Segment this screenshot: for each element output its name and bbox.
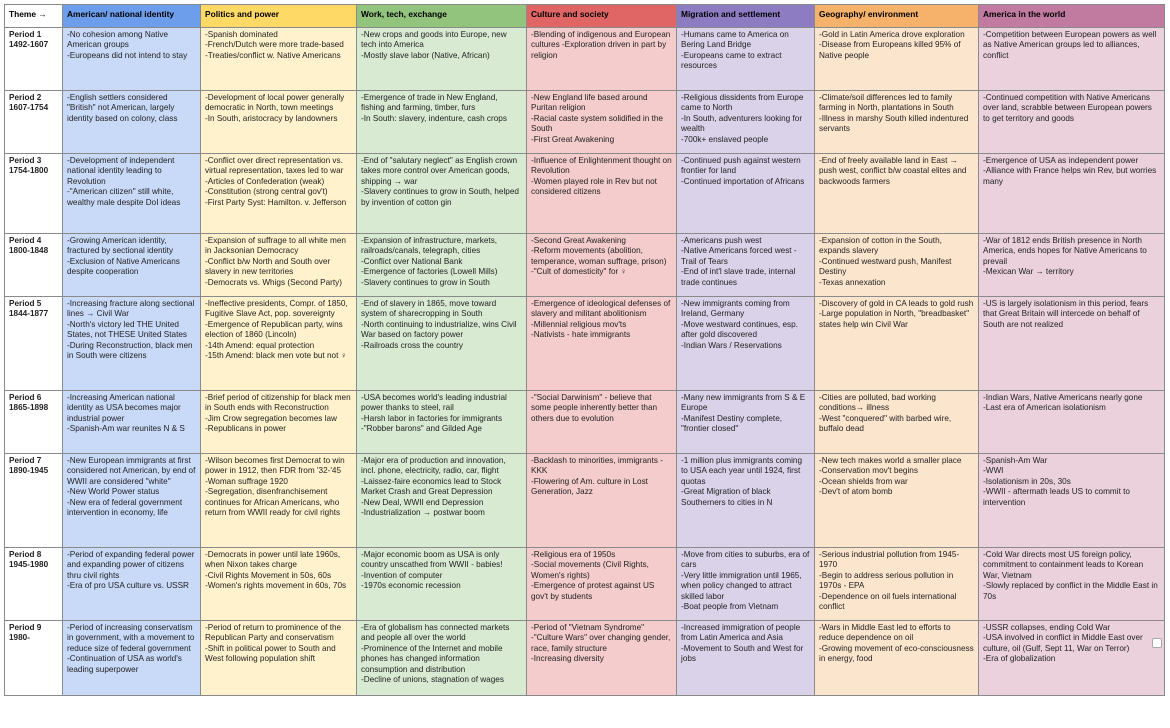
cell-identity[interactable]: -Period of increasing conservatism in government, with a movement to reduce size of federal government -Continuation of USA as world's leading superpower [63,621,201,696]
table-row [5,297,1165,391]
cell-world[interactable]: -USSR collapses, ending Cold War -USA involved in conflict in Middle East over culture, oil (Gulf, Sept 11, War on Terror) -Era of globalization [979,621,1165,696]
cell-migration[interactable]: -Move from cities to suburbs, era of cars -Very little immigration until 1965, when policy changed to attract skilled labor -Boat people from Vietnam [677,548,815,621]
cell-work[interactable]: -Major economic boom as USA is only country unscathed from WWII - babies! -Invention of computer -1970s economic recession [357,548,527,621]
cell-politics[interactable]: -Conflict over direct representation vs. virtual representation, taxes led to war -Articles of Confederation (weak) -Constitution (strong central gov't) -First Party Syst: Hamilton. v. Jefferson [201,154,357,234]
cell-world[interactable]: -US is largely isolationism in this period, fears that Great Britain will intercede on behalf of South are not realized [979,297,1165,391]
table-row [5,154,1165,234]
cell-work[interactable]: -End of "salutary neglect" as English crown takes more control over American goods, shipping → war -Slavery continues to grow in South, helped by invention of cotton gin [357,154,527,234]
cell-geography[interactable]: -Cities are polluted, bad working conditions→ illness -West "conquered" with barbed wire, buffalo dead [815,391,979,454]
cell-politics[interactable]: -Democrats in power until late 1960s, when Nixon takes charge -Civil Rights Movement in 50s, 60s -Women's rights movement in 60s, 70s [201,548,357,621]
cell-work[interactable]: -New crops and goods into Europe, new tech into America -Mostly slave labor (Native, African) [357,28,527,91]
cell-culture[interactable]: -Religious era of 1950s -Social movements (Civil Rights, Women's rights) -Emergence of protest against US gov't by students [527,548,677,621]
cell-culture[interactable]: -Emergence of ideological defenses of slavery and militant abolitionism -Millennial religious mov'ts -Nativists - hate immigrants [527,297,677,391]
resize-handle[interactable] [1152,638,1162,648]
cell-identity[interactable]: -Period of expanding federal power and expanding power of citizens thru civil rights -Era of pro USA culture vs. USSR [63,548,201,621]
cell-world[interactable]: -Emergence of USA as independent power -Alliance with France helps win Rev, but worries many [979,154,1165,234]
cell-politics[interactable]: -Spanish dominated -French/Dutch were more trade-based -Treaties/conflict w. Native Americans [201,28,357,91]
cell-politics[interactable]: -Expansion of suffrage to all white men in Jacksonian Democracy -Conflict b/w North and South over slavery in new territories -Democrats vs. Whigs (Second Party) [201,234,357,297]
cell-world[interactable]: -Continued competition with Native Americans over land, scrabble between European powers to get territory and goods [979,91,1165,154]
header-cell-politics[interactable]: Politics and power [201,5,357,28]
cell-politics[interactable]: -Ineffective presidents, Compr. of 1850, Fugitive Slave Act, pop. sovereignty -Emergence of Republican party, wins election of 1860 (Lincoln) -14th Amend: equal protection -15th Amend: black men vote but not ♀ [201,297,357,391]
cell-identity[interactable]: -Development of independent national identity leading to Revolution -"American citizen" still white, wealthy male despite DoI ideas [63,154,201,234]
cell-migration[interactable]: -Religious dissidents from Europe came to North -In South, adventurers looking for wealth -700k+ enslaved people [677,91,815,154]
cell-politics[interactable]: -Wilson becomes first Democrat to win power in 1912, then FDR from '32-'45 -Woman suffrage 1920 -Segregation, disenfranchisement continues for African Americans, who return from WWII ready for civil rights [201,454,357,548]
cell-identity[interactable]: -Increasing fracture along sectional lines → Civil War -North's victory led THE United States, not THESE United States -During Reconstruction, black men in South were citizens [63,297,201,391]
cell-geography[interactable]: -Wars in Middle East led to efforts to reduce dependence on oil -Growing movement of eco-consciousness in energy, food [815,621,979,696]
cell-geography[interactable]: -Climate/soil differences led to family farming in North, plantations in South -Illness in marshy South killed indentured servants [815,91,979,154]
cell-culture[interactable]: -Period of "Vietnam Syndrome" -"Culture Wars" over changing gender, race, family structure -Increasing diversity [527,621,677,696]
cell-world[interactable]: -War of 1812 ends British presence in North America, ends hopes for Native Americans to prevail -Mexican War → territory [979,234,1165,297]
cell-work[interactable]: -Emergence of trade in New England, fishing and farming, timber, furs -In South: slavery, indenture, cash crops [357,91,527,154]
cell-period[interactable]: Period 4 1800-1848 [5,234,63,297]
cell-period[interactable]: Period 5 1844-1877 [5,297,63,391]
cell-culture[interactable]: -Blending of indigenous and European cultures -Exploration driven in part by religion [527,28,677,91]
cell-period[interactable]: Period 8 1945-1980 [5,548,63,621]
table-row [5,454,1165,548]
themes-table [4,4,1165,696]
cell-politics[interactable]: -Brief period of citizenship for black men in South ends with Reconstruction -Jim Crow segregation becomes law -Republicans in power [201,391,357,454]
cell-world[interactable]: -Cold War directs most US foreign policy, commitment to containment leads to Korean War, Vietnam -Slowly replaced by conflict in the Middle East in 70s [979,548,1165,621]
cell-geography[interactable]: -New tech makes world a smaller place -Conservation mov't begins -Ocean shields from war -Dev't of atom bomb [815,454,979,548]
cell-migration[interactable]: -1 million plus immigrants coming to USA each year until 1924, first quotas -Great Migration of black Southerners to cities in N [677,454,815,548]
header-cell-culture[interactable]: Culture and society [527,5,677,28]
cell-period[interactable]: Period 3 1754-1800 [5,154,63,234]
cell-politics[interactable]: -Period of return to prominence of the Republican Party and conservatism -Shift in political power to South and West following population shift [201,621,357,696]
cell-world[interactable]: -Spanish-Am War -WWI -Isolationism in 20s, 30s -WWII - aftermath leads US to commit to intervention [979,454,1165,548]
table-row [5,548,1165,621]
cell-culture[interactable]: -New England life based around Puritan religion -Racial caste system solidified in the South -First Great Awakening [527,91,677,154]
cell-period[interactable]: Period 2 1607-1754 [5,91,63,154]
cell-identity[interactable]: -English settlers considered "British" not American, largely identity based on colony, class [63,91,201,154]
cell-work[interactable]: -USA becomes world's leading industrial power thanks to steel, rail -Harsh labor in factories for immigrants -"Robber barons" and Gilded Age [357,391,527,454]
cell-period[interactable]: Period 7 1890-1945 [5,454,63,548]
cell-politics[interactable]: -Development of local power generally democratic in North, town meetings -In South, aristocracy by landowners [201,91,357,154]
cell-migration[interactable]: -Humans came to America on Bering Land Bridge -Europeans came to extract resources [677,28,815,91]
table-row [5,391,1165,454]
cell-migration[interactable]: -New immigrants coming from Ireland, Germany -Move westward continues, esp. after gold discovered -Indian Wars / Reservations [677,297,815,391]
header-row [5,5,1165,28]
header-cell-geography[interactable]: Geography/ environment [815,5,979,28]
spreadsheet [4,4,1168,722]
header-cell-identity[interactable]: American/ national identity [63,5,201,28]
header-cell-work[interactable]: Work, tech, exchange [357,5,527,28]
cell-world[interactable]: -Competition between European powers as well as Native American groups led to alliances, conflict [979,28,1165,91]
table-body [5,28,1165,696]
cell-identity[interactable]: -New European immigrants at first considered not American, by end of WWII are considered "white" -New World Power status -New era of federal government intervention in economy, life [63,454,201,548]
cell-world[interactable]: -Indian Wars, Native Americans nearly gone -Last era of American isolationism [979,391,1165,454]
cell-culture[interactable]: -Second Great Awakening -Reform movements (abolition, temperance, woman suffrage, prison) -"Cult of domesticity" for ♀ [527,234,677,297]
cell-work[interactable]: -Era of globalism has connected markets and people all over the world -Prominence of the Internet and mobile phones has changed information consumption and distribution -Decline of unions, stagnation of wages [357,621,527,696]
cell-work[interactable]: -Major era of production and innovation, incl. phone, electricity, radio, car, flight -Laissez-faire economics lead to Stock Market Crash and Great Depression -New Deal, WWII end Depression -Industrialization → postwar boom [357,454,527,548]
table-row [5,234,1165,297]
table-row [5,28,1165,91]
cell-migration[interactable]: -Americans push west -Native Americans forced west - Trail of Tears -End of int'l slave trade, internal trade continues [677,234,815,297]
cell-culture[interactable]: -"Social Darwinism" - believe that some people inherently better than others due to evolution [527,391,677,454]
table-row [5,91,1165,154]
header-cell-theme[interactable]: Theme → [5,5,63,28]
cell-identity[interactable]: -Growing American identity, fractured by sectional identity -Exclusion of Native Americans despite cooperation [63,234,201,297]
cell-migration[interactable]: -Many new immigrants from S & E Europe -Manifest Destiny complete, "frontier closed" [677,391,815,454]
cell-migration[interactable]: -Increased immigration of people from Latin America and Asia -Movement to South and West for jobs [677,621,815,696]
cell-geography[interactable]: -End of freely available land in East → push west, conflict b/w coastal elites and backwoods farmers [815,154,979,234]
header-cell-world[interactable]: America in the world [979,5,1165,28]
cell-work[interactable]: -End of slavery in 1865, move toward system of sharecropping in South -North continuing to industrialize, wins Civil War based on factory power -Railroads cross the country [357,297,527,391]
table-row [5,621,1165,696]
cell-geography[interactable]: -Serious industrial pollution from 1945-1970 -Begin to address serious pollution in 1970s - EPA -Dependence on oil fuels international conflict [815,548,979,621]
cell-period[interactable]: Period 1 1492-1607 [5,28,63,91]
cell-work[interactable]: -Expansion of infrastructure, markets, railroads/canals, telegraph, cities -Conflict over National Bank -Emergence of factories (Lowell Mills) -Slavery continues to grow in South [357,234,527,297]
cell-geography[interactable]: -Expansion of cotton in the South, expands slavery -Continued westward push, Manifest Destiny -Texas annexation [815,234,979,297]
cell-geography[interactable]: -Discovery of gold in CA leads to gold rush -Large population in North, "breadbasket" states help win Civil War [815,297,979,391]
cell-migration[interactable]: -Continued push against western frontier for land -Continued importation of Africans [677,154,815,234]
header-cell-migration[interactable]: Migration and settlement [677,5,815,28]
cell-period[interactable]: Period 6 1865-1898 [5,391,63,454]
cell-identity[interactable]: -No cohesion among Native American groups -Europeans did not intend to stay [63,28,201,91]
cell-period[interactable]: Period 9 1980- [5,621,63,696]
cell-culture[interactable]: -Backlash to minorities, immigrants - KKK -Flowering of Am. culture in Lost Generation, Jazz [527,454,677,548]
cell-geography[interactable]: -Gold in Latin America drove exploration -Disease from Europeans killed 95% of Native people [815,28,979,91]
cell-identity[interactable]: -Increasing American national identity as USA becomes major industrial power -Spanish-Am war reunites N & S [63,391,201,454]
cell-culture[interactable]: -Influence of Enlightenment thought on Revolution -Women played role in Rev but not considered citizens [527,154,677,234]
